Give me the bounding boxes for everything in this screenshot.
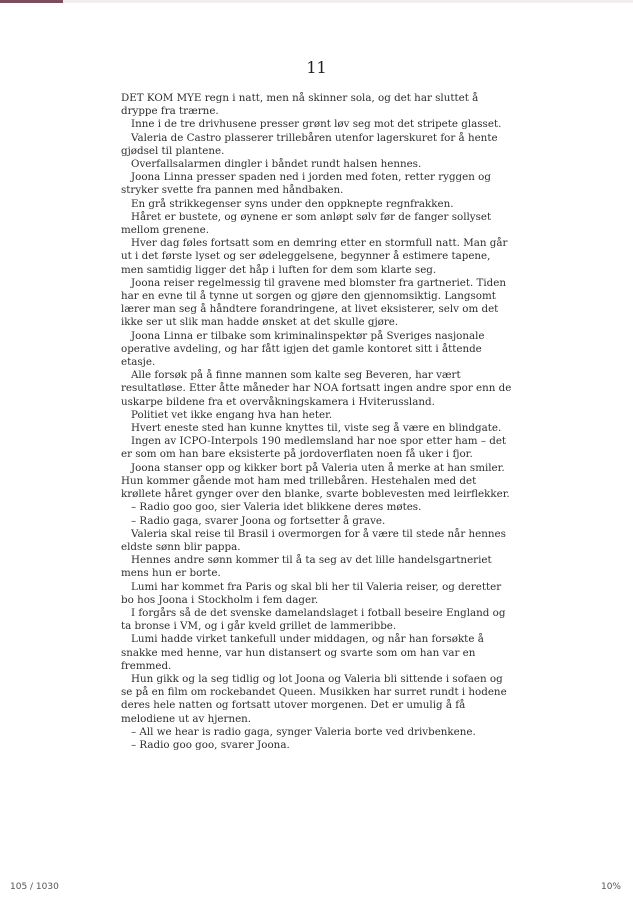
paragraph: Joona Linna er tilbake som kriminalinspektør på Sveriges nasjonale operative avdeling, og har fått igjen det gamle kontoret sitt i åttende etasje. <box>121 329 485 369</box>
paragraph: Valeria skal reise til Brasil i overmorgen for å være til stede når hennes eldste sønn blir pappa. <box>121 527 506 553</box>
paragraph: Joona Linna presser spaden ned i jorden med foten, retter ryggen og stryker svette fra pannen med håndbaken. <box>121 171 491 197</box>
paragraph: Politiet vet ikke engang hva han heter. <box>131 408 333 421</box>
percent-read: 10% <box>600 882 621 892</box>
paragraph: Overfallsalarmen dingler i båndet rundt halsen hennes. <box>131 158 422 171</box>
paragraph: – Radio gaga, svarer Joona og fortsetter å grave. <box>131 514 386 527</box>
paragraph: Valeria de Castro plasserer trillebåren utenfor lagerskuret for å hente gjødsel til plantene. <box>121 131 498 157</box>
chapter-text <box>121 92 515 752</box>
paragraph: Håret er bustete, og øynene er som anløpt sølv før de fanger sollyset mellom grenene. <box>121 210 492 237</box>
paragraph: DET KOM MYE regn i natt, men nå skinner sola, og det har sluttet å dryppe fra trærne. <box>121 92 479 118</box>
paragraph: Joona reiser regelmessig til gravene med blomster fra gartneriet. Tiden har en evne til å tynne ut sorgen og gjøre den gjennomsiktig. Langsomt lærer man seg å håndtere forandringene, at livet eksisterer, selv om det ikke ser ut slik man hadde ønsket at det skulle gjøre. <box>121 276 507 329</box>
paragraph: Joona stanser opp og kikker bort på Valeria uten å merke at han smiler. Hun kommer gående mot ham med trillebåren. Hestehalen med det krøllete håret gynger over den blanke, svarte boblevesten med leirflekker. <box>121 461 510 501</box>
reading-progress-fill <box>0 0 63 3</box>
paragraph: Alle forsøk på å finne mannen som kalte seg Beveren, har vært resultatløse. Etter åtte måneder har NOA fortsatt ingen andre spor enn de uskarpe bildene fra et overvåkningskamera i Hviterussland. <box>121 369 512 408</box>
paragraph: En grå strikkegenser syns under den oppknepte regnfrakken. <box>131 197 454 210</box>
page-indicator: 105 / 1030 <box>10 882 59 892</box>
paragraph: Lumi har kommet fra Paris og skal bli her til Valeria reiser, og deretter bo hos Joona i Stockholm i fem dager. <box>121 580 502 606</box>
paragraph: – Radio goo goo, sier Valeria idet blikkene deres møtes. <box>131 501 422 514</box>
paragraph: I forgårs så de det svenske damelandslaget i fotball beseire England og ta bronse i VM, og i går kveld grillet de lammeribbe. <box>121 606 506 633</box>
paragraph: Hvert eneste sted han kunne knyttes til, viste seg å være en blindgate. <box>131 422 502 435</box>
paragraph: – All we hear is radio gaga, synger Valeria borte ved drivbenkene. <box>131 725 476 738</box>
paragraph: Hennes andre sønn kommer til å ta seg av det lille handelsgartneriet mens hun er borte. <box>121 554 492 580</box>
paragraph: Inne i de tre drivhusene presser grønt løv seg mot det stripete glasset. <box>131 118 502 131</box>
paragraph: Hun gikk og la seg tidlig og lot Joona og Valeria bli sittende i sofaen og se på en film om rockebandet Queen. Musikken har surret rundt i hodene deres hele natten og fortsatt utover morgenen. Det er umulig å få melodiene ut av hjernen. <box>121 672 507 725</box>
paragraph: – Radio goo goo, svarer Joona. <box>131 738 290 751</box>
paragraph: Lumi hadde virket tankefull under middagen, og når han forsøkte å snakke med henne, var hun distansert og svarte som om han var en fremmed. <box>121 633 484 672</box>
chapter-number: 11 <box>306 58 327 77</box>
paragraph: Ingen av ICPO-Interpols 190 medlemsland har noe spor etter ham – det er som om han bare eksisterte på jordoverflaten noen få uker i fjor. <box>121 435 507 461</box>
reading-progress-bar <box>0 0 633 3</box>
paragraph: Hver dag føles fortsatt som en demring etter en stormfull natt. Man går ut i det første lyset og ser ødeleggelsene, begynner å estimere tapene, men samtidig ligger det håp i luften for dem som klarte seg. <box>121 237 508 276</box>
